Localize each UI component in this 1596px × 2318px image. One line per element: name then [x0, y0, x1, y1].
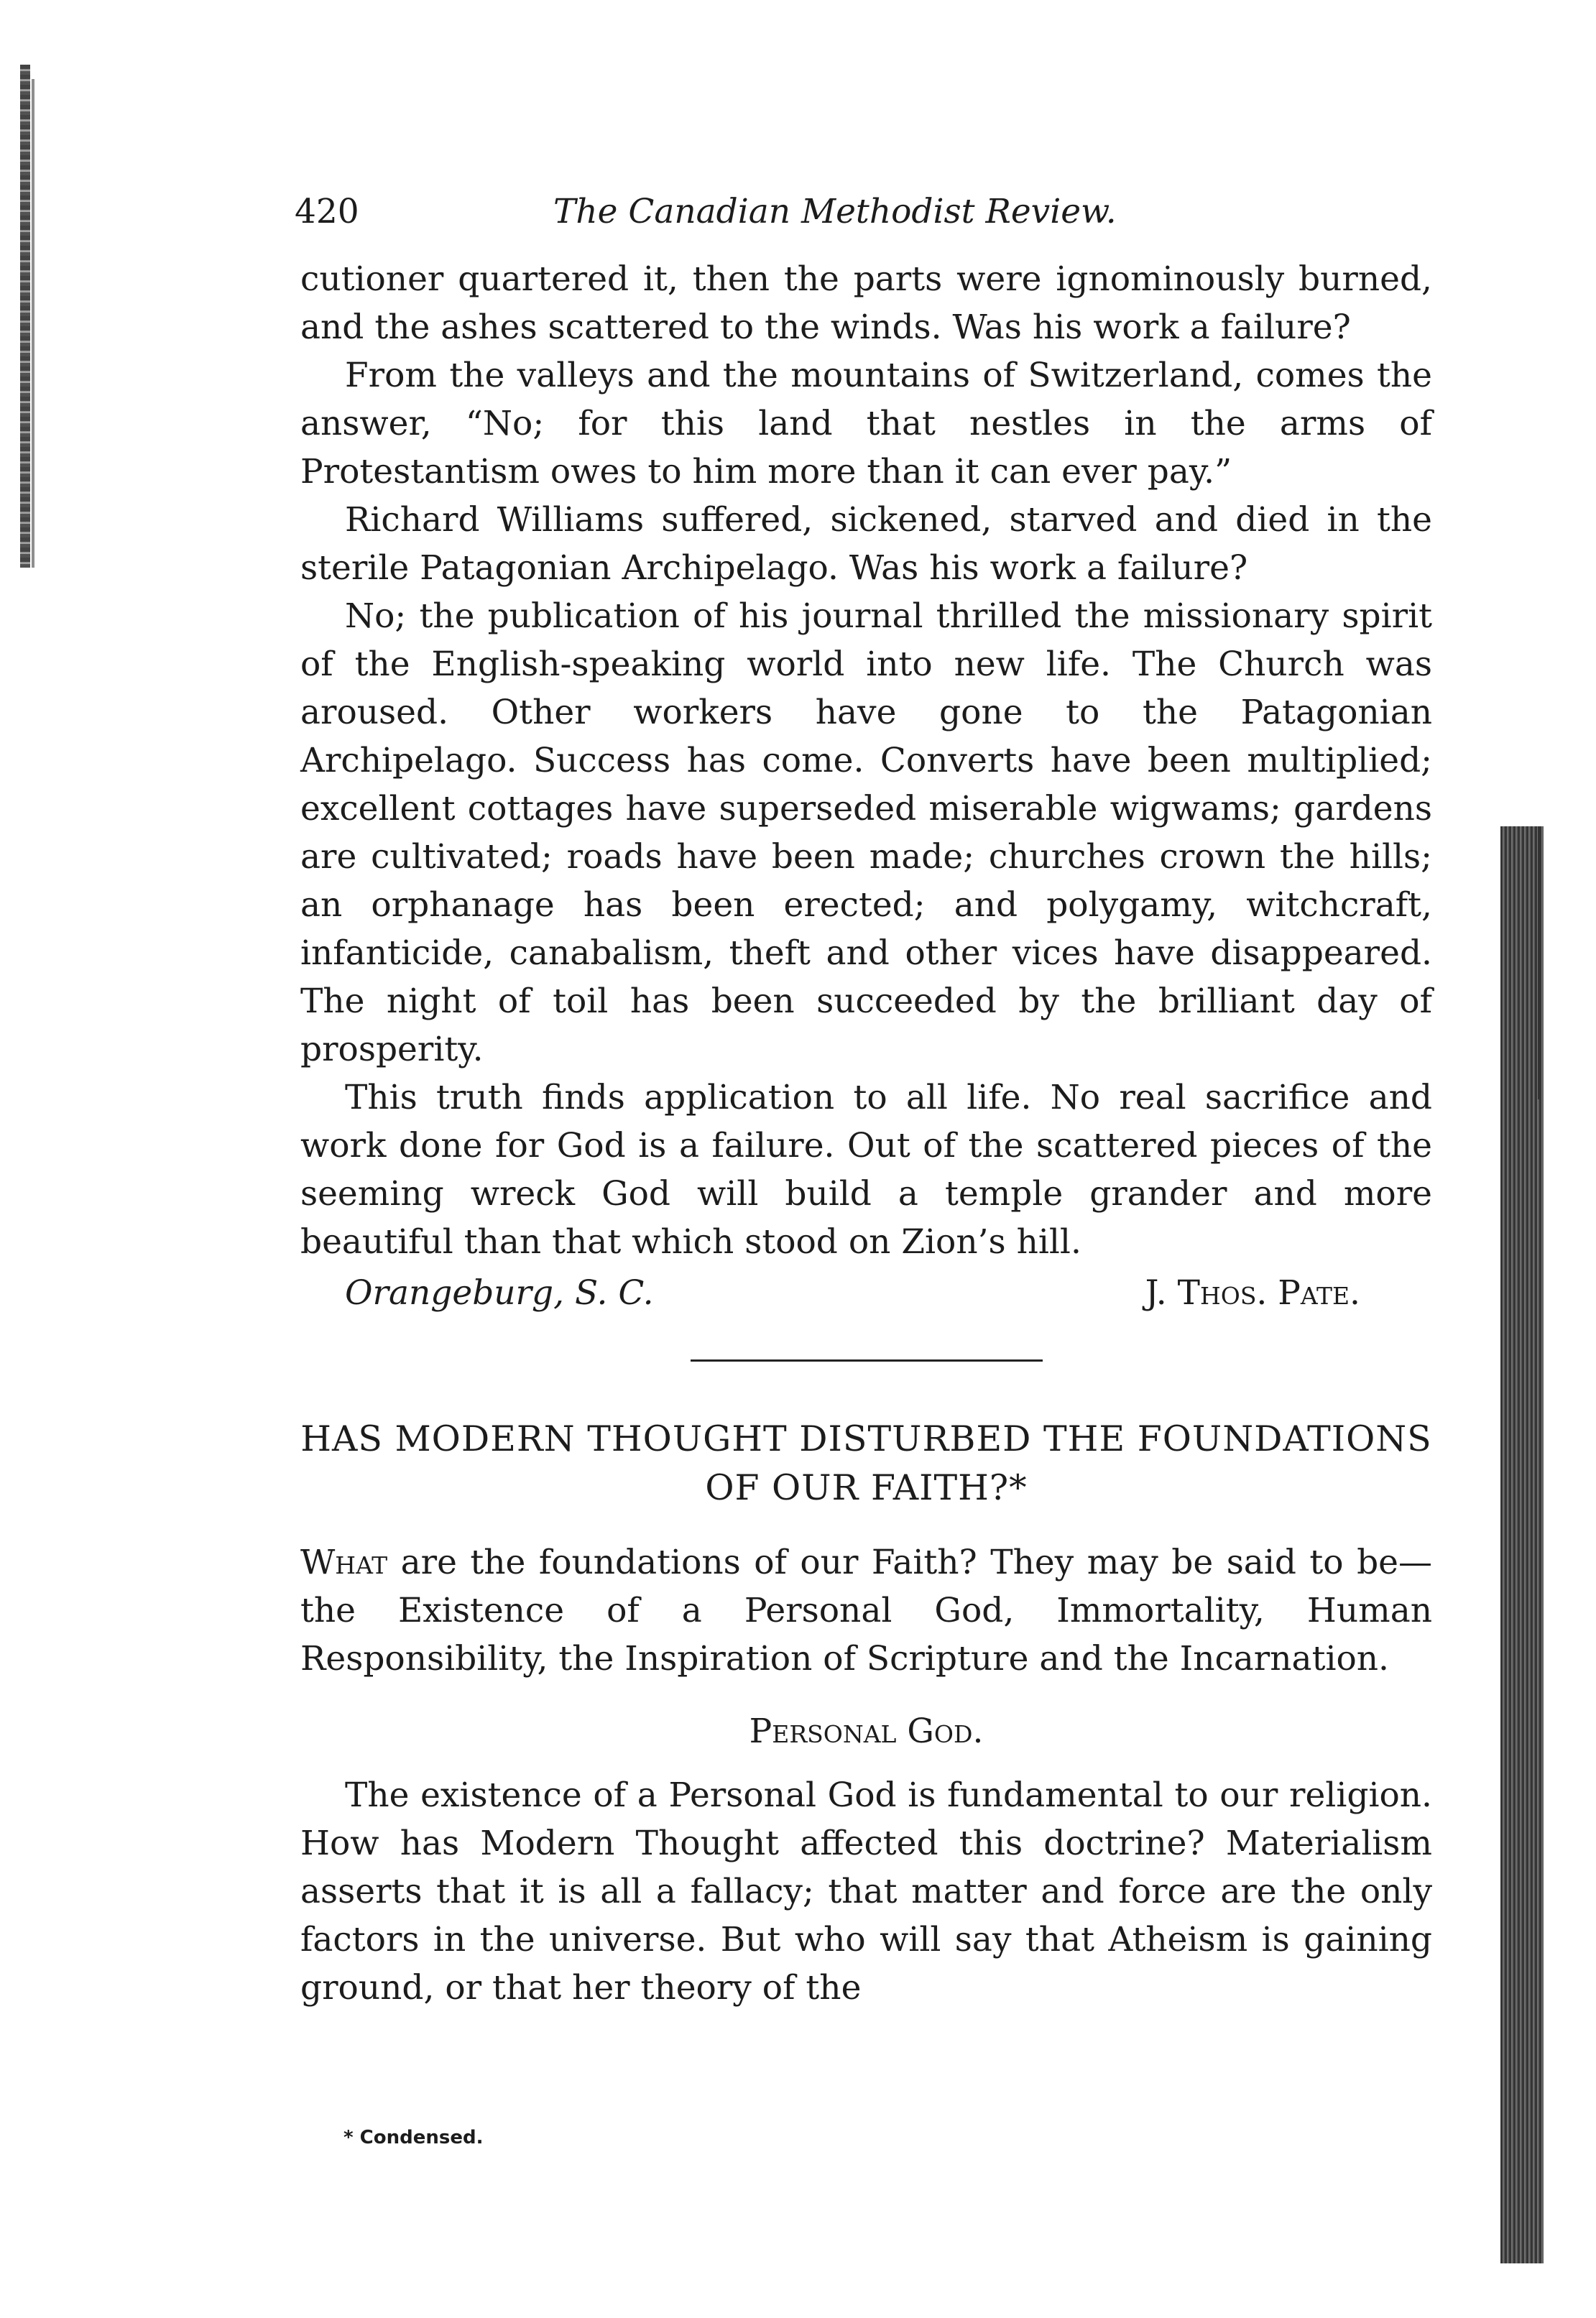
running-head: [295, 183, 1437, 241]
scan-edge-shadow-left: [20, 65, 30, 568]
paragraph-truth: This truth finds application to all life. No real sacrifice and work done for God is a failure. Out of the scattered pieces of the seeming wreck God will build a temple grander and more beautiful than that which stood on Zion’s hill.: [300, 1078, 1432, 1262]
paragraph-patagonia: No; the publication of his journal thrilled the missionary spirit of the English-speaking world into new life. The Church was aroused. Other workers have gone to the Patagonian Archipelago. Success has come. Converts have been multiplied; excellent cottages have superseded miserable wigwams; gardens are cultivated; roads have been made; churches crown the hills; an orphanage has been erected; and polygamy, witchcraft, infanticide, canabalism, theft and other vices have disappeared. The night of toil has been succeeded by the brilliant day of prosperity.: [300, 596, 1432, 1069]
article-body: [300, 1538, 1432, 2012]
paragraph-switzerland: From the valleys and the mountains of Switzerland, comes the answer, “No; for this land that nestles in the arms of Protestantism owes to him more than it can ever pay.”: [300, 356, 1432, 491]
signature-place: Orangeburg, S. C.: [345, 1273, 654, 1313]
scan-edge-line-right: [1538, 826, 1541, 1099]
continued-paragraph: cutioner quartered it, then the parts were ignominously burned, and the ashes scattered to the winds. Was his work a failure?: [300, 259, 1432, 347]
article-lead-word: What: [300, 1543, 388, 1582]
journal-title: The Canadian Methodist Review.: [553, 192, 1117, 231]
scan-edge-shadow-right: [1500, 826, 1544, 2263]
paragraph-richard-williams: Richard Williams suffered, sickened, starved and died in the sterile Patagonian Archipelago. Was his work a failure?: [300, 500, 1432, 588]
article-title: HAS MODERN THOUGHT DISTURBED THE FOUNDATIONS OF OUR FAITH?*: [300, 1418, 1432, 1508]
article-intro-text: are the foundations of our Faith? They may be said to be—the Existence of a Personal God, Immortality, Human Responsibility, the Inspiration of Scripture and the Incarnation.: [300, 1543, 1432, 1679]
scan-edge-line-left: [32, 79, 34, 568]
page-body: [300, 255, 1432, 2012]
article-intro: [300, 1538, 1432, 1683]
article-paragraph: The existence of a Personal God is fundamental to our religion. How has Modern Thought affected this doctrine? Materialism asserts that it is all a fallacy; that matter and force are the only factors in the universe. But who will say that Atheism is gaining ground, or that her theory of the: [300, 1776, 1432, 2008]
signature-line: [300, 1269, 1432, 1328]
section-divider: [691, 1359, 1043, 1362]
page-number: 420: [295, 192, 359, 231]
footnote: * Condensed.: [343, 2127, 484, 2148]
section-subheading: Personal God.: [749, 1712, 984, 1751]
signature-author: J. Thos. Pate.: [1145, 1273, 1360, 1313]
